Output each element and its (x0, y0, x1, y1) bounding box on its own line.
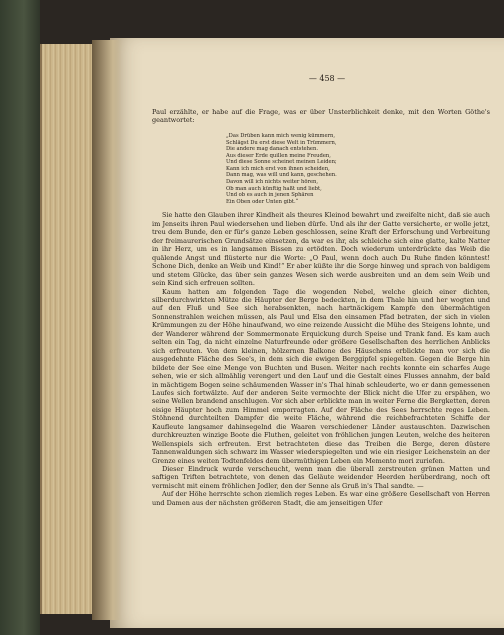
poem-line: Und ob es auch in jenen Sphären (226, 192, 314, 199)
binding-shadow (92, 40, 122, 620)
page-block-edge (40, 44, 98, 614)
page-body (152, 108, 490, 507)
poem-line: Die andere mag danach entstehen. (226, 146, 318, 153)
poem-line: Aus dieser Erde quillen meine Freuden, (226, 152, 331, 159)
poem-line: Davon will ich nichts weiter hören, (226, 179, 319, 186)
cover-edge (0, 0, 40, 635)
book-page (110, 38, 504, 628)
body-paragraph: Dieser Eindruck wurde verscheucht, wenn man die überall zerstreuten grünen Matten und saftigen Triften betrachtete, von denen das Geläute weidender Heerden herüberdrang, noch oft vermischt mit einem fröhlichen Jodler, den der Senne als Gruß in's Thal sandte. — (152, 465, 490, 490)
poem-line: Kann ich mich erst von ihnen scheiden, (226, 165, 330, 172)
poem-line: Und diese Sonne scheinet meinen Leiden; (226, 159, 337, 166)
body-paragraph: Sie hatte den Glauben ihrer Kindheit als theures Kleinod bewahrt und zweifelte nicht, daß sie auch im Jenseits ihren Paul wiedersehen und lieben dürfe. Und als ihr der Gatte versicherte, er wolle jetzt, treu dem Bunde, den er für's ganze Leben geschlossen, seine Kraft der Erforschung und Verbreitung der freimaurerischen Grundsätze einsetzen, da war es ihr, als schleiche sich eine glatte, kalte Natter in ihr Herz, um es in langsamen Bissen zu ertödten. Doch wiederum unterdrückte das Weib die quälende Angst und flüsterte nur die Worte: „O Paul, wenn doch auch Du Ruhe finden könntest! Schone Dich, denke an Weib und Kind!“ Er aber küßte ihr die Sorge hinweg und sprach von baldigem und stetem Glücke, das über sein ganzes Wesen sich werde ausbreiten und an dem sein Weib und sein Kind sich erfreuen sollten. (152, 211, 490, 288)
body-paragraph: Auf der Höhe herrschte schon ziemlich reges Leben. Es war eine größere Gesellschaft von Herren und Damen aus der nächsten größeren Stadt, die am jenseitigen Ufer (152, 490, 490, 507)
poem-line: Dann mag, was will und kann, geschehen. (226, 172, 337, 179)
poem-quote (226, 133, 490, 206)
poem-line: Ein Oben oder Unten gibt.“ (226, 198, 299, 205)
page-number (110, 74, 504, 83)
poem-line: „Das Drüben kann mich wenig kümmern, (226, 132, 335, 139)
page-number-text: — 458 — (308, 74, 346, 83)
poem-line: Schlägst Du erst diese Welt in Trümmern, (226, 139, 337, 146)
body-paragraph: Kaum hatten am folgenden Tage die wogenden Nebel, welche gleich einer dichten, silberdurchwirkten Mütze die Häupter der Berge bedeckten, in dem Thale hin und her wogten und auf den Fluß und See sich herabsenkten, nach hartnäckigem Kampfe den übermächtigen Sonnenstrahlen weichen müssen, als Paul und Elsa den einsamen Pfad betraten, der sich in vielen Krümmungen zu der Höhe hinaufwand, wo eine reizende Aussicht die Mühe des Steigens lohnte, und der Wanderer während der Sommermonate Erquickung durch Speise und Trank fand. Es kam auch selten ein Tag, da nicht einzelne Naturfreunde oder größere Gesellschaften des herrlichen Anblicks sich erfreuten. Von dem kleinen, hölzernen Balkone des Häuschens erblickte man vor sich die ausgedehnte Fläche des See's, in dem sich die ewigen Berggipfel spiegelten. Gegen die Berge hin bildete der See eine Menge von Buchten und Busen. Weiter nach rechts konnte ein scharfes Auge sehen, wie er sich allmählig verengert und den Lauf und die Gestalt eines Flusses annahm, der bald in mächtigem Bogen seine schäumenden Wasser in's Thal hinab schleuderte, wo er dann gemessenen Laufes sich fortwälzte. Auf der anderen Seite vermochte der Blick nicht die Ufer zu erspähen, wo seine Wellen brandend anschlugen. Vor sich aber erblickte man in weiter Ferne die Bergketten, deren eisige Häupter hoch zum Himmel emporragten. Auf der Fläche des Sees herrschte reges Leben. Stöhnend durchteilten Dampfer die weite Fläche, während die reichbefrachteten Schiffe der Kaufleute langsamer dahinsegelnd die Waaren verschiedener Länder austauschten. Dazwischen durchkreuzten winzige Boote die Fluthen, geleitet von fröhlichen jungen Leuten, welche des heiteren Wellenspiels sich erfreuten. Erst betrachteten diese das Treiben die Berge, deren düstere Tannenwaldungen sich schwarz im Wasser wiederspiegelten und wie ein riesiger Leichenstein an der Grenze eines weiten Todtenfeldes dem übermüthigen Leben ein Memento mori zuriefen. (152, 287, 490, 465)
poem-line: Ob man auch künftig haßt und liebt, (226, 185, 322, 192)
intro-paragraph: Paul erzählte, er habe auf die Frage, was er über Unsterblichkeit denke, mit den Worten Göthe's geantwortet: (152, 108, 490, 125)
